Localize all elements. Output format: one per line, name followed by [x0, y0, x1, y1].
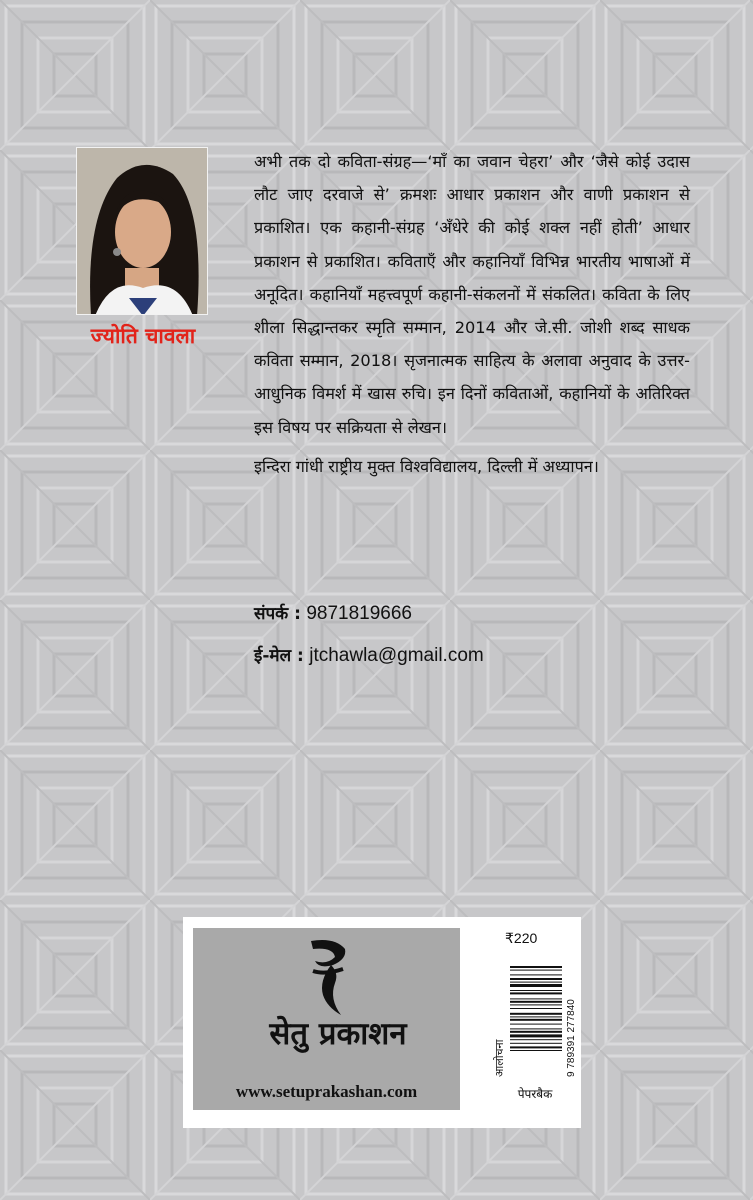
- bio-paragraph: इन्दिरा गांधी राष्ट्रीय मुक्त विश्वविद्यालय, दिल्ली में अध्यापन।: [254, 456, 599, 476]
- email-address: jtchawla@gmail.com: [309, 645, 484, 666]
- author-name: ज्योति चावला: [90, 324, 196, 348]
- price-label: ₹220: [505, 930, 538, 946]
- barcode-bar: [510, 998, 562, 999]
- barcode-bar: [510, 1043, 562, 1044]
- barcode-bar: [510, 1039, 562, 1040]
- publisher-logo-text: सेतु प्रकाशन: [269, 1016, 407, 1052]
- phone-label: संपर्क :: [254, 604, 301, 624]
- barcode-bar: [510, 1031, 562, 1033]
- author-bio: [254, 145, 690, 489]
- barcode-bar: [510, 1001, 562, 1003]
- barcode-bar: [510, 1019, 562, 1021]
- barcode-bar: [510, 1013, 562, 1015]
- barcode-bar: [510, 1016, 562, 1017]
- binding-label: पेपरबैक: [517, 1087, 553, 1101]
- publisher-url: www.setuprakashan.com: [235, 1082, 418, 1101]
- barcode-bar: [510, 1024, 562, 1025]
- barcode-bar: [510, 1028, 562, 1029]
- barcode-bar: [510, 992, 562, 994]
- isbn-digits: 9 789391 277840: [566, 999, 577, 1077]
- contact-phone: [254, 601, 412, 625]
- author-photo: [76, 147, 208, 315]
- publisher-logo-icon: [305, 935, 351, 1019]
- barcode-bar: [510, 970, 562, 971]
- barcode-bar: [510, 1046, 562, 1048]
- barcode-bar: [510, 984, 562, 987]
- isbn-barcode: [490, 962, 580, 1080]
- barcode-bar: [510, 1034, 562, 1037]
- barcode-bar: [510, 1008, 562, 1009]
- barcode-bar: [510, 978, 562, 980]
- phone-number: 9871819666: [306, 603, 412, 624]
- book-category: आलोचना: [493, 1039, 506, 1077]
- barcode-bar: [510, 1050, 562, 1051]
- email-label: ई-मेल :: [254, 646, 304, 666]
- contact-email: [254, 643, 484, 667]
- bio-paragraph: अभी तक दो कविता-संग्रह—‘माँ का जवान चेहरा’ और ‘जैसे कोई उदास लौट जाए दरवाजे से’ क्रमशः आधार प्रकाशन और वाणी प्रकाशन से प्रकाशित। एक कहानी-संग्रह ‘अँधेरे की कोई शक्ल नहीं होती’ आधार प्रकाशन से प्रकाशित। कविताएँ और कहानियाँ विभिन्न भारतीय भाषाओं में अनूदित। कहानियाँ महत्त्वपूर्ण कहानी-संकलनों में संकलित। कविता के लिए शीला सिद्धान्तकर स्मृति सम्मान, 2014 और जे.सी. जोशी शब्द साधक कविता सम्मान, 2018। सृजनात्मक साहित्य के अलावा अनुवाद के उत्तर-आधुनिक विमर्श में खास रुचि। इन दिनों कविताओं, कहानियों के अतिरिक्त इस विषय पर सक्रियता से लेखन।: [254, 152, 690, 437]
- barcode-bar: [510, 974, 562, 975]
- barcode-bar: [510, 990, 562, 991]
- barcode-bar: [510, 966, 562, 968]
- barcode-bar: [510, 982, 562, 983]
- barcode-bar: [510, 1004, 562, 1005]
